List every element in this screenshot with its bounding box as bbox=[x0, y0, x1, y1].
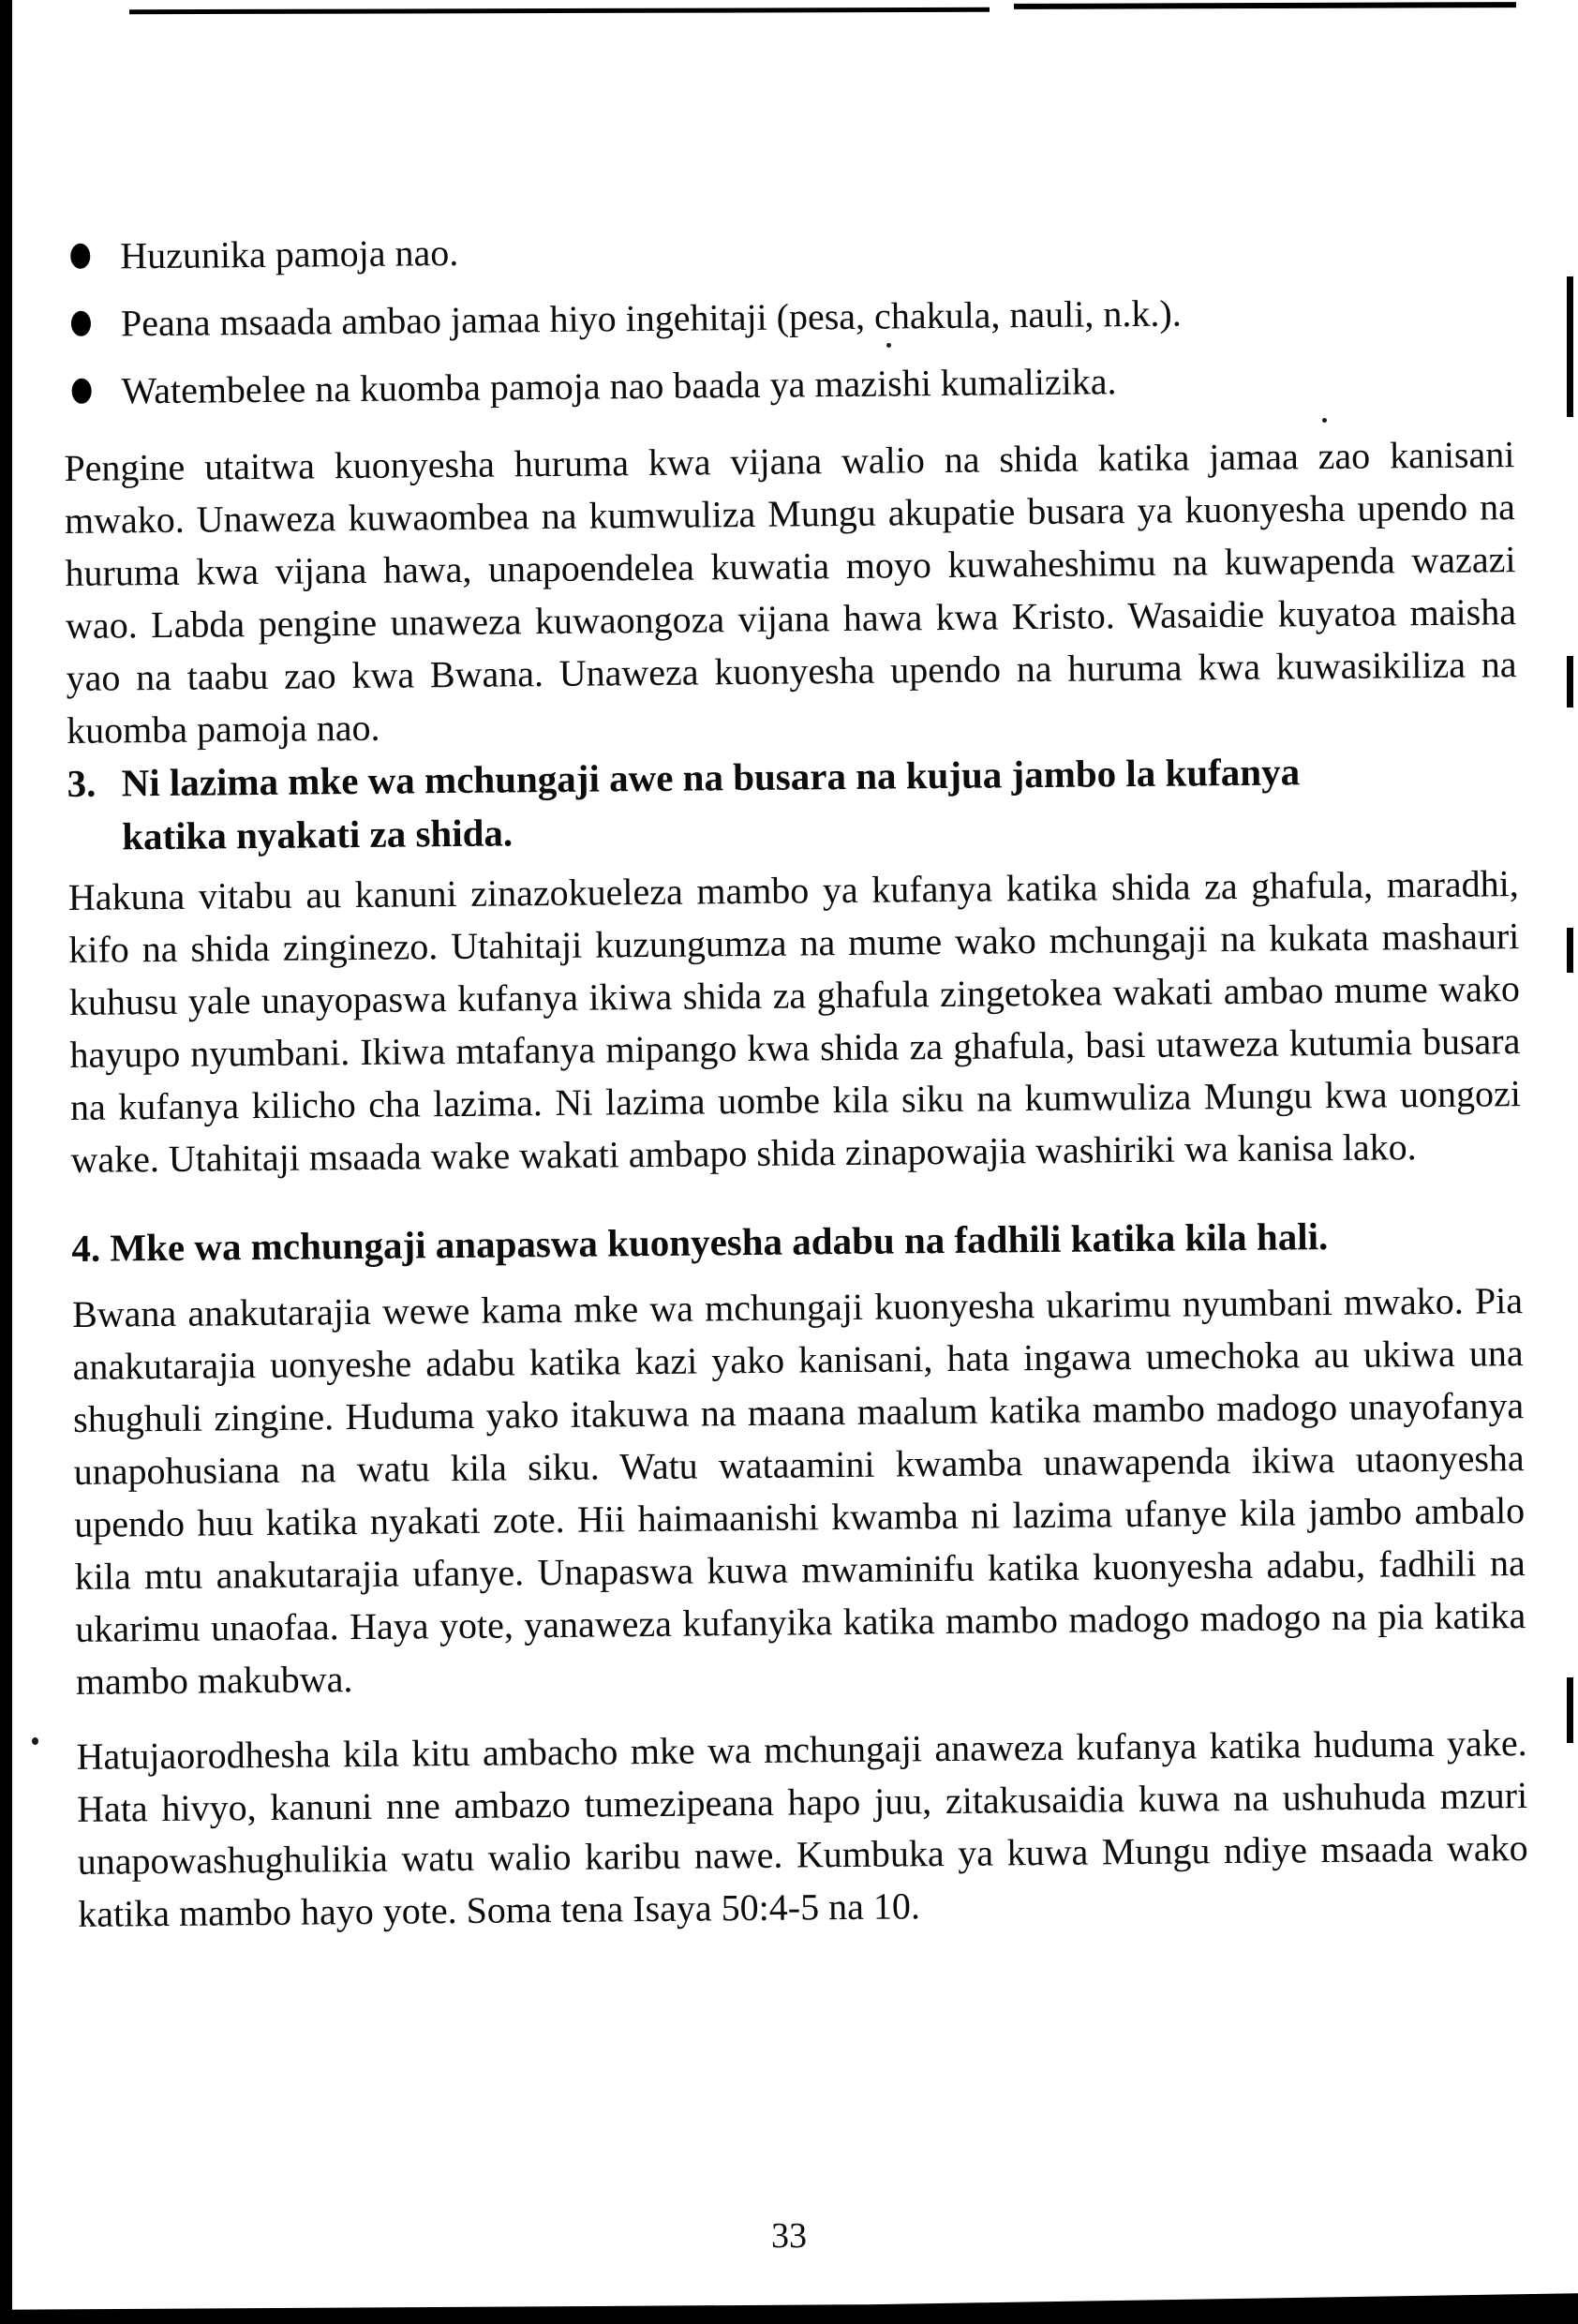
bullet-item-3 bbox=[63, 351, 1513, 418]
scan-top-rule-right bbox=[1014, 2, 1516, 9]
bullet-dot-icon bbox=[70, 244, 90, 269]
heading-number: 4. bbox=[71, 1226, 101, 1270]
paragraph-4: Hatujaorodhesha kila kitu ambacho mke wa mchungaji anaweza kufanya katika huduma yake. Hata hivyo, kanuni nne ambazo tumezipeana hapo juu, zitakusaidia kuwa na ushuhuda mzuri unapowashughulikia watu walio karibu nawe. Kumbuka ya kuwa Mungu ndiye msaada wako katika mambo hayo yote. Soma tena Isaya 50:4-5 na 10. bbox=[76, 1721, 1528, 1935]
bullet-item-1 bbox=[62, 216, 1512, 283]
scan-edge-bottom bbox=[0, 2287, 1578, 2324]
bullet-text: Peana msaada ambao jamaa hiyo ingehitaji (pesa, chakula, nauli, n.k.). bbox=[120, 291, 1182, 345]
scan-edge-mark bbox=[1567, 276, 1573, 417]
bullet-dot-icon bbox=[71, 311, 91, 336]
scan-edge-left bbox=[0, 0, 12, 2324]
page-number: 33 bbox=[771, 2216, 807, 2256]
bullet-dot-icon bbox=[72, 379, 92, 404]
paragraph-1: Pengine utaitwa kuonyesha huruma kwa vijana walio na shida katika jamaa zao kanisani mwako. Unaweza kuwaombea na kumwuliza Mungu akupatie busara ya kuonyesha upendo na huruma kwa vijana hawa, unapoendelea kuwatia moyo kuwaheshimu na kuwapenda wazazi wao. Labda pengine unaweza kuwaongoza vijana hawa kwa Kristo. Wasaidie kuyatoa maisha yao na taabu zao kwa Bwana. Unaweza kuonyesha upendo na huruma kwa kuwasikiliza na kuomba pamoja nao. bbox=[64, 433, 1517, 752]
heading-text-line-1: Ni lazima mke wa mchungaji awe na busara na kujua jambo la kufanya bbox=[121, 750, 1301, 805]
bullet-item-2 bbox=[63, 284, 1513, 350]
bullet-list bbox=[62, 216, 1514, 418]
scan-edge-mark bbox=[1567, 928, 1573, 973]
scan-top-rule-left bbox=[129, 7, 990, 14]
bullet-text: Watembelee na kuomba pamoja nao baada ya mazishi kumalizika. bbox=[121, 360, 1117, 412]
heading-text: Mke wa mchungaji anapaswa kuonyesha adabu na fadhili katika kila hali. bbox=[110, 1214, 1329, 1270]
section-heading-4 bbox=[71, 1208, 1522, 1275]
scan-speck bbox=[32, 1737, 38, 1745]
heading-text-line-2: katika nyakati za shida. bbox=[121, 811, 514, 858]
paragraph-3: Bwana anakutarajia wewe kama mke wa mchungaji kuonyesha ukarimu nyumbani mwako. Pia anakutarajia uonyeshe adabu katika kazi yako kanisani, hata ingawa umechoka au ukiwa una shughuli zingine. Huduma yako itakuwa na maana maalum katika mambo madogo unayofanya unapohusiana na watu kila siku. Watu wataamini kwamba unawapenda ikiwa utaonyesha upendo huu katika nyakati zote. Hii haimaanishi kwamba ni lazima ufanye kila jambo ambalo kila mtu anakutarajia ufanye. Unapaswa kuwa mwaminifu katika kuonyesha adabu, fadhili na ukarimu unaofaa. Haya yote, yanaweza kufanyika katika mambo madogo madogo na pia katika mambo makubwa. bbox=[71, 1279, 1526, 1703]
scan-edge-mark bbox=[1567, 656, 1573, 708]
heading-number: 3. bbox=[67, 761, 97, 805]
page-content bbox=[62, 216, 1528, 1941]
scan-edge-mark bbox=[1567, 1677, 1573, 1743]
section-heading-3 bbox=[67, 743, 1518, 864]
paragraph-2: Hakuna vitabu au kanuni zinazokueleza mambo ya kufanya katika shida za ghafula, maradhi, kifo na shida zinginezo. Utahitaji kuzungumza na mume wako mchungaji na kukata mashauri kuhusu yale unayopaswa kufanya ikiwa shida za ghafula zingetokea wakati ambao mume wako hayupo nyumbani. Ikiwa mtafanya mipango kwa shida za ghafula, basi utaweza kutumia busara na kufanya kilicho cha lazima. Ni lazima uombe kila siku na kumwuliza Mungu kwa uongozi wake. Utahitaji msaada wake wakati ambapo shida zinapowajia washiriki wa kanisa lako. bbox=[67, 862, 1522, 1181]
bullet-text: Huzunika pamoja nao. bbox=[120, 231, 459, 277]
